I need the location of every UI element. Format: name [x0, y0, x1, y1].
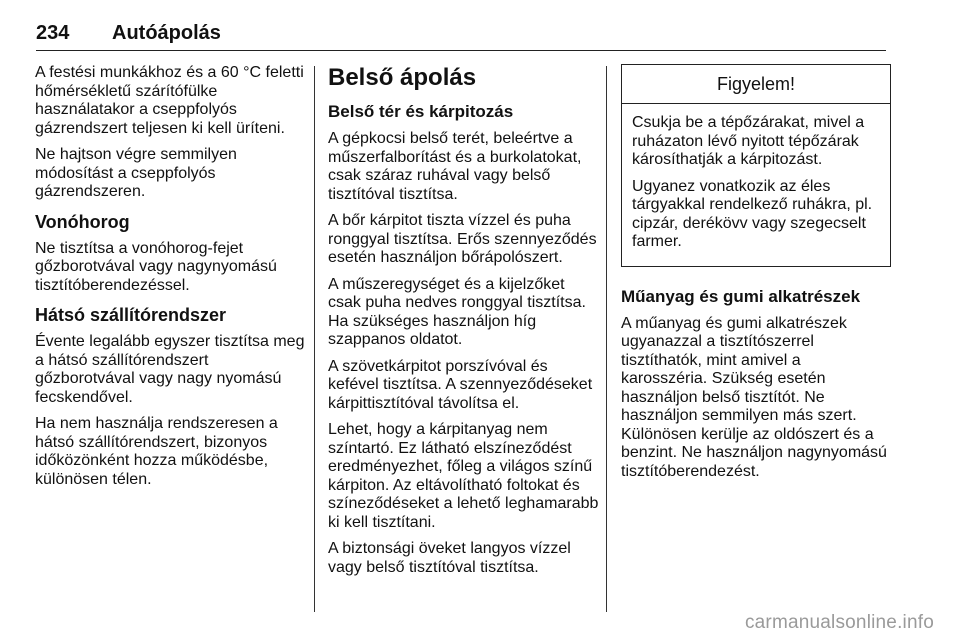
warning-paragraph-2: Ugyanez vonatkozik az éles tárgyakkal rendelkező ruhákra, pl. cipzár, derékövv vagy szegecselt farmer. — [632, 177, 873, 250]
paragraph-interior-2: A bőr kárpitot tiszta vízzel és puha ronggyal tisztítsa. Erős szennyeződés esetén használjon bőrápolószert. — [328, 212, 597, 266]
paragraph-tow-hook: Ne tisztítsa a vonóhorog-fejet gőzborotvával vagy nagynyomású tisztítóberendezéssel. — [35, 239, 277, 294]
page-header — [36, 20, 886, 51]
paragraph-interior-3: A műszeregységet és a kijelzőket csak puha nedves ronggyal tisztítsa. Ha szükséges használjon híg szappanos oldatot. — [328, 275, 586, 348]
warning-body — [622, 104, 890, 266]
warning-paragraph-1: Csukja be a tépőzárakat, mivel a ruházaton lévő nyitott tépőzárak károsíthatják a kárpitozást. — [632, 114, 865, 168]
page-title: Autóápolás — [112, 22, 221, 44]
heading-interior-upholstery: Belső tér és kárpitozás — [328, 102, 514, 121]
warning-box — [621, 64, 891, 267]
heading-tow-hook: Vonóhorog — [35, 211, 130, 232]
paragraph-rear-carrier-2: Ha nem használja rendszeresen a hátsó szállítórendszert, bizonyos időközönként hozza működésbe, különösen télen. — [35, 415, 278, 488]
paragraph-lpg-painting: A festési munkákhoz és a 60 °C feletti hőmérsékletű szárítófülke használatakor a cseppfolyós gázrendszert teljesen ki kell üríteni. — [35, 64, 304, 137]
page-number: 234 — [36, 22, 70, 44]
warning-title: Figyelem! — [622, 65, 890, 104]
column-divider-1 — [314, 66, 315, 612]
column-middle — [328, 64, 600, 585]
heading-interior-care: Belső ápolás — [328, 64, 477, 91]
column-divider-2 — [606, 66, 607, 612]
watermark: carmanualsonline.info — [744, 612, 934, 633]
heading-rear-carrier: Hátsó szállítórendszer — [35, 305, 227, 325]
paragraph-lpg-modification: Ne hajtson végre semmilyen módosítást a cseppfolyós gázrendszeren. — [35, 146, 237, 200]
paragraph-rear-carrier-1: Évente legalább egyszer tisztítsa meg a hátsó szállítórendszert gőzborotvával vagy nagy nyomású fecskendővel. — [35, 333, 305, 406]
paragraph-plastic-rubber: A műanyag és gumi alkatrészek ugyanazzal a tisztítószerrel tisztíthatók, mint amivel a karosszéria. Szükség esetén használjon belső tisztítót. Ne használjon semmilyen más szert. Különösen kerülje az oldószert és a benzint. Ne használjon nagynyomású tisztítóberendezést. — [621, 314, 887, 480]
paragraph-interior-1: A gépkocsi belső terét, beleértve a műszerfalborítást és a burkolatokat, csak száraz ruhával vagy belső tisztítóval tisztítsa. — [328, 130, 582, 203]
column-left — [35, 64, 305, 497]
column-right — [621, 64, 891, 489]
heading-plastic-rubber: Műanyag és gumi alkatrészek — [621, 286, 861, 306]
paragraph-interior-4: A szövetkárpitot porszívóval és kefével tisztítsa. A szennyeződéseket kárpittisztítóval távolítsa el. — [328, 357, 593, 412]
paragraph-interior-5: Lehet, hogy a kárpitanyag nem színtartó. Ez látható elszíneződést eredményezhet, főleg a világos színű kárpiton. Az eltávolítható foltokat és színeződéseket a lehető leghamarabb ki kell tisztítani. — [328, 421, 599, 531]
paragraph-interior-6: A biztonsági öveket langyos vízzel vagy belső tisztítóval tisztítsa. — [328, 540, 571, 576]
